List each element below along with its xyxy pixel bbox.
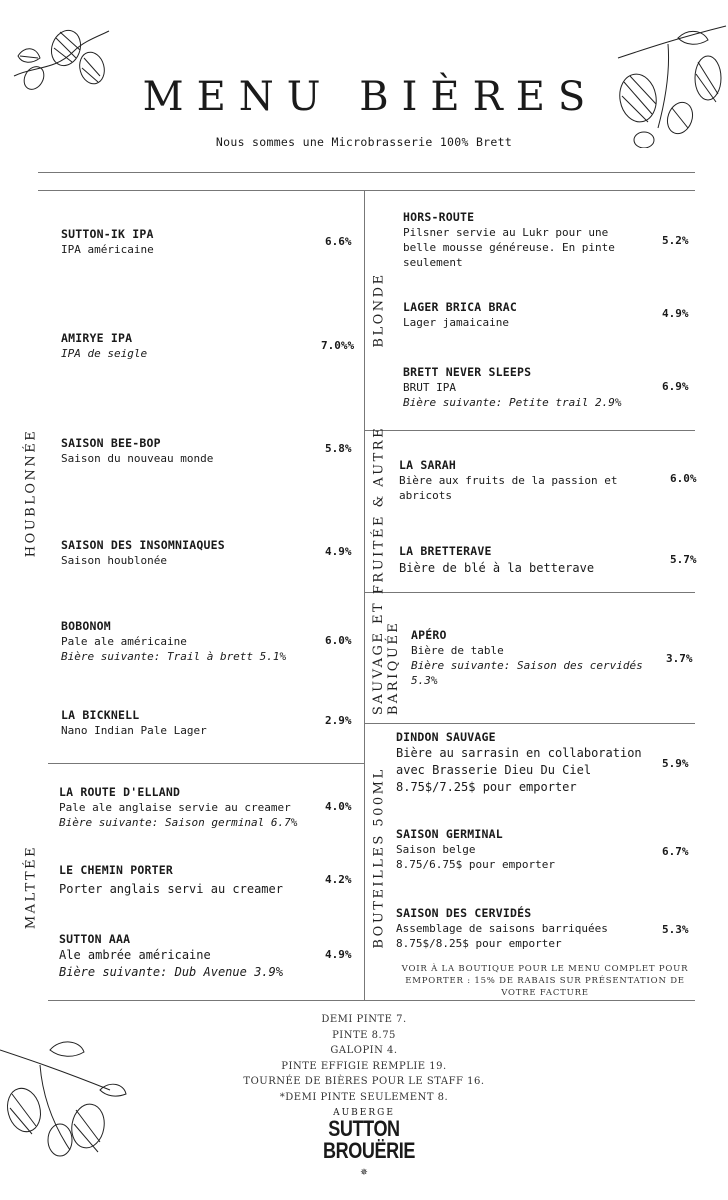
- beer-abv: 5.7%: [670, 553, 697, 566]
- beer-abv: 5.9%: [662, 757, 689, 770]
- beer-abv: 4.9%: [325, 545, 352, 558]
- beer-item: [396, 827, 555, 872]
- beer-description: Lager jamaicaine: [403, 316, 509, 329]
- beer-next: Bière suivante: Petite trail 2.9%: [403, 396, 622, 409]
- beer-item: [403, 365, 622, 410]
- beer-item: [59, 863, 283, 898]
- beer-name: AMIRYE IPA: [61, 331, 133, 345]
- menu-title: MENU BIÈRES: [142, 74, 599, 120]
- beer-description: Ale ambrée américaine: [59, 948, 211, 962]
- category-sauvage-line2: BARIQUÉE: [386, 620, 401, 716]
- beer-abv: 5.3%: [662, 923, 689, 936]
- price-line: PINTE 8.75: [332, 1029, 396, 1041]
- beer-description: Saison du nouveau monde: [61, 452, 214, 465]
- category-fruitee: FRUITÉE & AUTRE: [371, 425, 387, 595]
- beer-name: SAISON BEE-BOP: [61, 436, 161, 450]
- beer-description: 8.75$/8.25$ pour emporter: [396, 937, 562, 950]
- beer-abv: 4.2%: [325, 873, 352, 886]
- beer-description: BRUT IPA: [403, 381, 456, 394]
- category-sauvage-line1: SAUVAGE ET: [371, 600, 386, 716]
- price-line: GALOPIN 4.: [330, 1045, 398, 1057]
- beer-item: [411, 628, 643, 688]
- beer-item: [403, 210, 615, 270]
- beer-abv: 4.9%: [662, 307, 689, 320]
- menu-subtitle: Nous sommes une Microbrasserie 100% Brett: [215, 135, 513, 149]
- beer-name: BOBONOM: [61, 619, 111, 633]
- beer-name: SAISON DES INSOMNIAQUES: [61, 538, 225, 552]
- beer-description: avec Brasserie Dieu Du Ciel: [396, 763, 592, 777]
- logo-auberge: AUBERGE: [333, 1108, 395, 1118]
- beer-description: IPA américaine: [61, 243, 154, 256]
- beer-abv: 7.0%%: [321, 339, 355, 352]
- beer-item: [59, 785, 297, 830]
- boutique-note-line: EMPORTER : 15% DE RABAIS SUR PRÉSENTATION DE: [405, 976, 685, 986]
- boutique-note: [380, 963, 710, 999]
- beer-name: BRETT NEVER SLEEPS: [403, 365, 532, 379]
- beer-item: [399, 458, 618, 503]
- boutique-note-line: VOIR À LA BOUTIQUE POUR LE MENU COMPLET POUR: [401, 964, 689, 974]
- beer-item: [61, 538, 225, 568]
- beer-item: [61, 227, 154, 257]
- beer-description: seulement: [403, 256, 463, 269]
- beer-item: [59, 932, 283, 981]
- beer-abv: 5.8%: [325, 442, 352, 455]
- beer-description: Pale ale anglaise servie au creamer: [59, 801, 291, 814]
- beer-description: Nano Indian Pale Lager: [61, 724, 207, 737]
- beer-item: [61, 708, 207, 738]
- price-line: *DEMI PINTE SEULEMENT 8.: [279, 1091, 449, 1103]
- category-blonde: BLONDE: [371, 272, 387, 348]
- beer-abv: 6.6%: [325, 235, 352, 248]
- beer-description: Saison houblonée: [61, 554, 167, 567]
- beer-next: Bière suivante: Trail à brett 5.1%: [61, 650, 287, 663]
- boutique-note-line: VOTRE FACTURE: [501, 988, 589, 998]
- beer-name: HORS-ROUTE: [403, 210, 475, 224]
- category-houblonnee: HOUBLONNÉE: [23, 428, 39, 558]
- beer-next: 5.3%: [411, 674, 438, 687]
- beer-abv: 2.9%: [325, 714, 352, 727]
- beer-abv: 3.7%: [666, 652, 693, 665]
- beer-item: [396, 906, 608, 951]
- beer-item: [399, 544, 594, 577]
- category-bouteilles: BOUTEILLES 500ML: [371, 767, 387, 949]
- beer-description: Assemblage de saisons barriquées: [396, 922, 608, 935]
- beer-description: Porter anglais servi au creamer: [59, 882, 283, 896]
- divider-top: [38, 172, 695, 173]
- beer-item: [61, 436, 213, 466]
- beer-name: DINDON SAUVAGE: [396, 730, 496, 744]
- beer-abv: 6.9%: [662, 380, 689, 393]
- beer-name: SUTTON AAA: [59, 932, 131, 946]
- divider-blonde-fruitee: [365, 430, 695, 431]
- beer-description: Bière au sarrasin en collaboration: [396, 746, 642, 760]
- beer-item: [61, 619, 286, 664]
- beer-abv: 4.9%: [325, 948, 352, 961]
- beer-abv: 6.0%: [325, 634, 352, 647]
- beer-description: 8.75/6.75$ pour emporter: [396, 858, 555, 871]
- beer-item: [396, 730, 642, 796]
- beer-description: Bière de blé à la betterave: [399, 561, 595, 575]
- divider-center: [364, 191, 365, 1001]
- beer-abv: 6.7%: [662, 845, 689, 858]
- price-list: [0, 1012, 728, 1106]
- beer-description: Bière de table: [411, 644, 504, 657]
- price-line: TOURNÉE DE BIÈRES POUR LE STAFF 16.: [243, 1076, 485, 1088]
- beer-name: SAISON DES CERVIDÉS: [396, 906, 532, 920]
- divider-header: [38, 190, 695, 191]
- beer-next: Bière suivante: Dub Avenue 3.9%: [59, 965, 283, 979]
- beer-abv: 4.0%: [325, 800, 352, 813]
- beer-description: Pale ale américaine: [61, 635, 187, 648]
- beer-description: abricots: [399, 489, 452, 502]
- category-maltee: MALTTÉE: [23, 844, 39, 930]
- beer-name: LA ROUTE D'ELLAND: [59, 785, 181, 799]
- divider-sauvage-bouteilles: [365, 723, 695, 724]
- beer-description: IPA de seigle: [61, 347, 148, 360]
- beer-description: Bière aux fruits de la passion et: [399, 474, 618, 487]
- beer-name: APÉRO: [411, 628, 447, 642]
- beer-name: LA BRETTERAVE: [399, 544, 492, 558]
- beer-description: Pilsner servie au Lukr pour une: [403, 226, 609, 239]
- beer-description: Saison belge: [396, 843, 476, 856]
- beer-description: 8.75$/7.25$ pour emporter: [396, 780, 577, 794]
- star-icon: ✵: [360, 1164, 368, 1178]
- beer-next: Bière suivante: Saison des cervidés: [411, 659, 643, 672]
- divider-bottom-right: [365, 1000, 695, 1001]
- beer-name: SAISON GERMINAL: [396, 827, 503, 841]
- divider-houblonnee-maltee: [48, 763, 365, 764]
- beer-name: LA SARAH: [399, 458, 456, 472]
- beer-name: SUTTON-IK IPA: [61, 227, 154, 241]
- divider-fruitee-sauvage: [365, 592, 695, 593]
- beer-next: Bière suivante: Saison germinal 6.7%: [59, 816, 298, 829]
- beer-name: LA BICKNELL: [61, 708, 140, 722]
- logo-sutton: SUTTON: [328, 1116, 400, 1141]
- beer-item: [61, 331, 147, 361]
- divider-bottom-left: [48, 1000, 365, 1001]
- beer-name: LE CHEMIN PORTER: [59, 863, 173, 877]
- brand-logo: [314, 1108, 414, 1178]
- beer-name: LAGER BRICA BRAC: [403, 300, 517, 314]
- logo-brouerie: BROUËRIE: [323, 1138, 415, 1163]
- price-line: PINTE EFFIGIE REMPLIE 19.: [281, 1060, 447, 1072]
- beer-abv: 5.2%: [662, 234, 689, 247]
- beer-item: [403, 300, 517, 330]
- category-sauvage: [371, 601, 401, 715]
- beer-abv: 6.0%: [670, 472, 697, 485]
- price-line: DEMI PINTE 7.: [321, 1014, 407, 1025]
- beer-description: belle mousse généreuse. En pinte: [403, 241, 615, 254]
